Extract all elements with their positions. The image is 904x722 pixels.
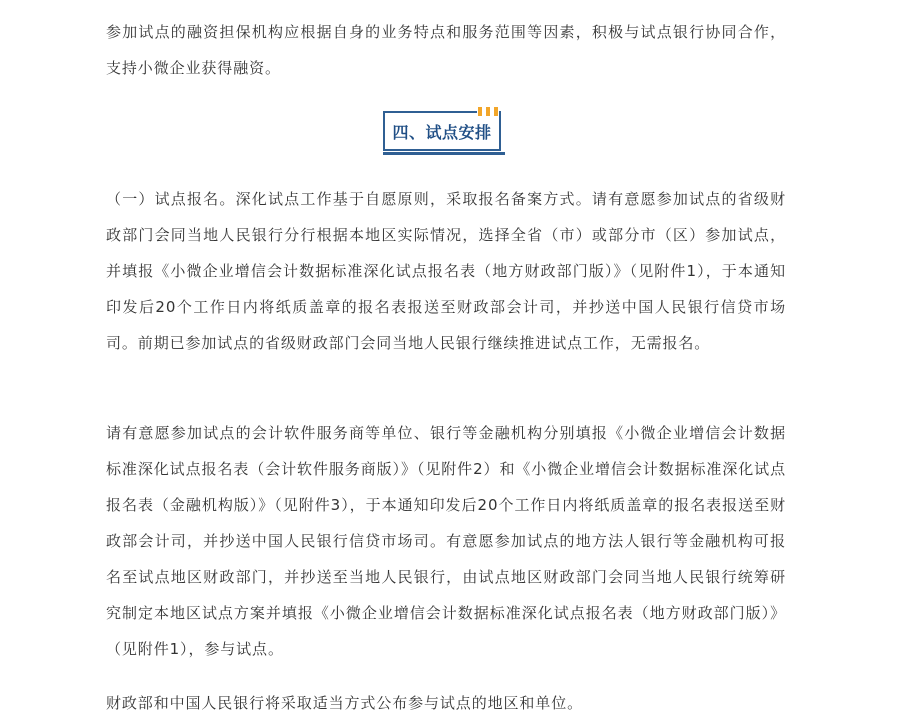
paragraph-announcement: 财政部和中国人民银行将采取适当方式公布参与试点的地区和单位。 bbox=[106, 694, 584, 712]
intro-paragraph: 参加试点的融资担保机构应根据自身的业务特点和服务范围等因素，积极与试点银行协同合作，支持小微企业获得融资。 bbox=[106, 23, 786, 77]
heading-decoration-icon bbox=[477, 107, 499, 117]
paragraph-registration: （一）试点报名。深化试点工作基于自愿原则，采取报名备案方式。请有意愿参加试点的省级财政部门会同当地人民银行分行根据本地区实际情况，选择全省（市）或部分市（区）参加试点，并填报《小微企业增信会计数据标准深化试点报名表（地方财政部门版）》（见附件1），于本通知印发后20个工作日内将纸质盖章的报名表报送至财政部会计司，并抄送中国人民银行信贷市场司。前期已参加试点的省级财政部门会同当地人民银行继续推进试点工作，无需报名。 bbox=[106, 190, 786, 352]
section-heading-box bbox=[383, 111, 501, 151]
section-heading bbox=[383, 111, 505, 156]
paragraph-institution-registration: 请有意愿参加试点的会计软件服务商等单位、银行等金融机构分别填报《小微企业增信会计数据标准深化试点报名表（会计软件服务商版）》（见附件2）和《小微企业增信会计数据标准深化试点报名表（金融机构版）》（见附件3），于本通知印发后20个工作日内将纸质盖章的报名表报送至财政部会计司，并抄送中国人民银行信贷市场司。有意愿参加试点的地方法人银行等金融机构可报名至试点地区财政部门，并抄送至当地人民银行，由试点地区财政部门会同当地人民银行统筹研究制定本地区试点方案并填报《小微企业增信会计数据标准深化试点报名表（地方财政部门版）》（见附件1），参与试点。 bbox=[106, 424, 786, 658]
section-heading-underline bbox=[383, 152, 505, 155]
section-heading-title: 四、试点安排 bbox=[392, 122, 492, 142]
